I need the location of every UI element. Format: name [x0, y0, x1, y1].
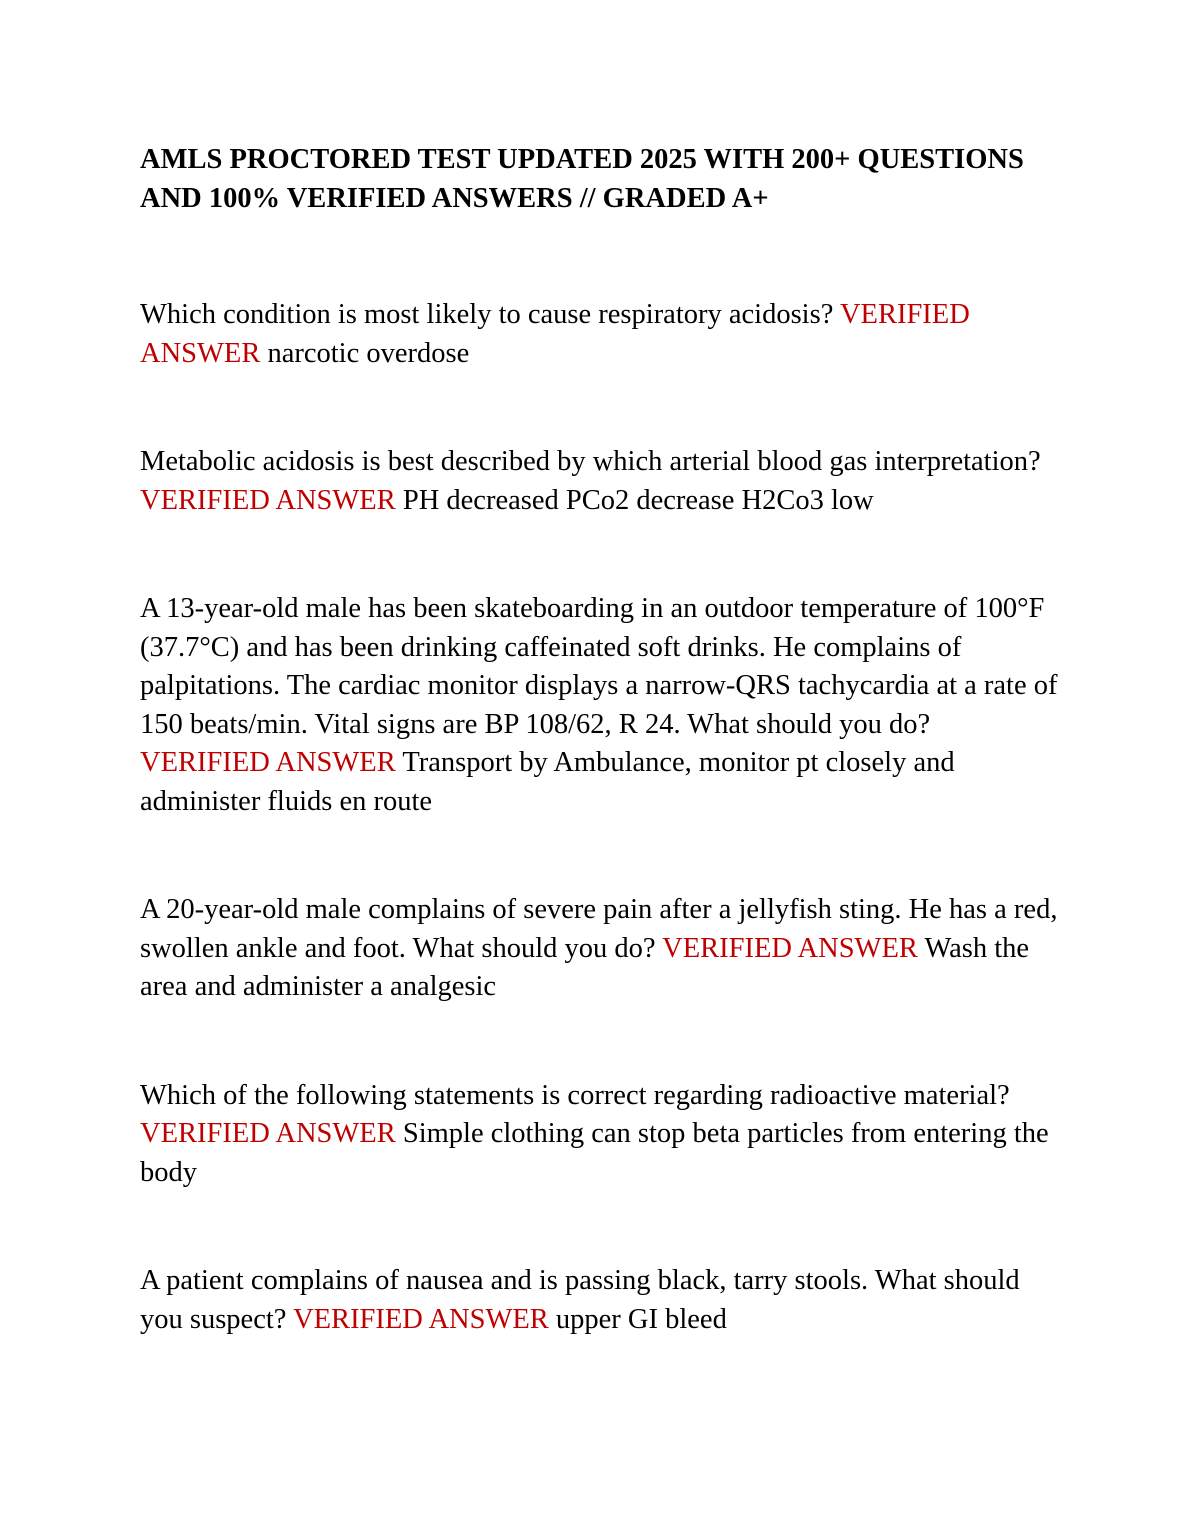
verified-answer-label: VERIFIED ANSWER — [140, 299, 970, 369]
question-text: Which of the following statements is correct regarding radioactive material? — [140, 1079, 1010, 1111]
verified-answer-label: VERIFIED ANSWER — [140, 484, 396, 516]
question-text: A patient complains of nausea and is passing black, tarry stools. What should you suspect? — [140, 1265, 1020, 1335]
verified-answer-label: VERIFIED ANSWER — [662, 932, 918, 964]
answer-text: narcotic overdose — [267, 337, 470, 369]
qa-item — [140, 1077, 1060, 1193]
question-text: A 20-year-old male complains of severe pain after a jellyfish sting. He has a red, swollen ankle and foot. What should you do? — [140, 894, 1058, 964]
verified-answer-label: VERIFIED ANSWER — [140, 1118, 396, 1149]
answer-text: Wash the area and administer a analgesic — [140, 932, 1030, 1002]
verified-answer-label: VERIFIED ANSWER — [293, 1303, 549, 1335]
answer-text: Simple clothing can stop beta particles from entering the body — [140, 1118, 1049, 1188]
qa-item — [140, 296, 1060, 373]
answer-text: Transport by Ambulance, monitor pt closely and administer fluids en route — [140, 747, 955, 817]
question-text: Which condition is most likely to cause respiratory acidosis? — [140, 299, 834, 330]
document-title: AMLS PROCTORED TEST UPDATED 2025 WITH 200+ QUESTIONS AND 100% VERIFIED ANSWERS // GRADED A+ — [140, 144, 1024, 214]
qa-item — [140, 1262, 1060, 1339]
qa-item — [140, 891, 1060, 1007]
question-text: Metabolic acidosis is best described by which arterial blood gas interpretation? — [140, 446, 1041, 477]
verified-answer-label: VERIFIED ANSWER — [140, 747, 396, 778]
question-text: A 13-year-old male has been skateboarding in an outdoor temperature of 100°F (37.7°C) and has been drinking caffeinated soft drinks. He complains of palpitations. The cardiac monitor displays a narrow-QRS tachycardia at a rate of 150 beats/min. Vital signs are BP 108/62, R 24. What should you do? — [140, 593, 1058, 740]
document-page — [140, 140, 1060, 1409]
qa-item — [140, 443, 1060, 520]
answer-text: upper GI bleed — [555, 1303, 727, 1335]
qa-item — [140, 590, 1060, 821]
answer-text: PH decreased PCo2 decrease H2Co3 low — [402, 484, 874, 516]
